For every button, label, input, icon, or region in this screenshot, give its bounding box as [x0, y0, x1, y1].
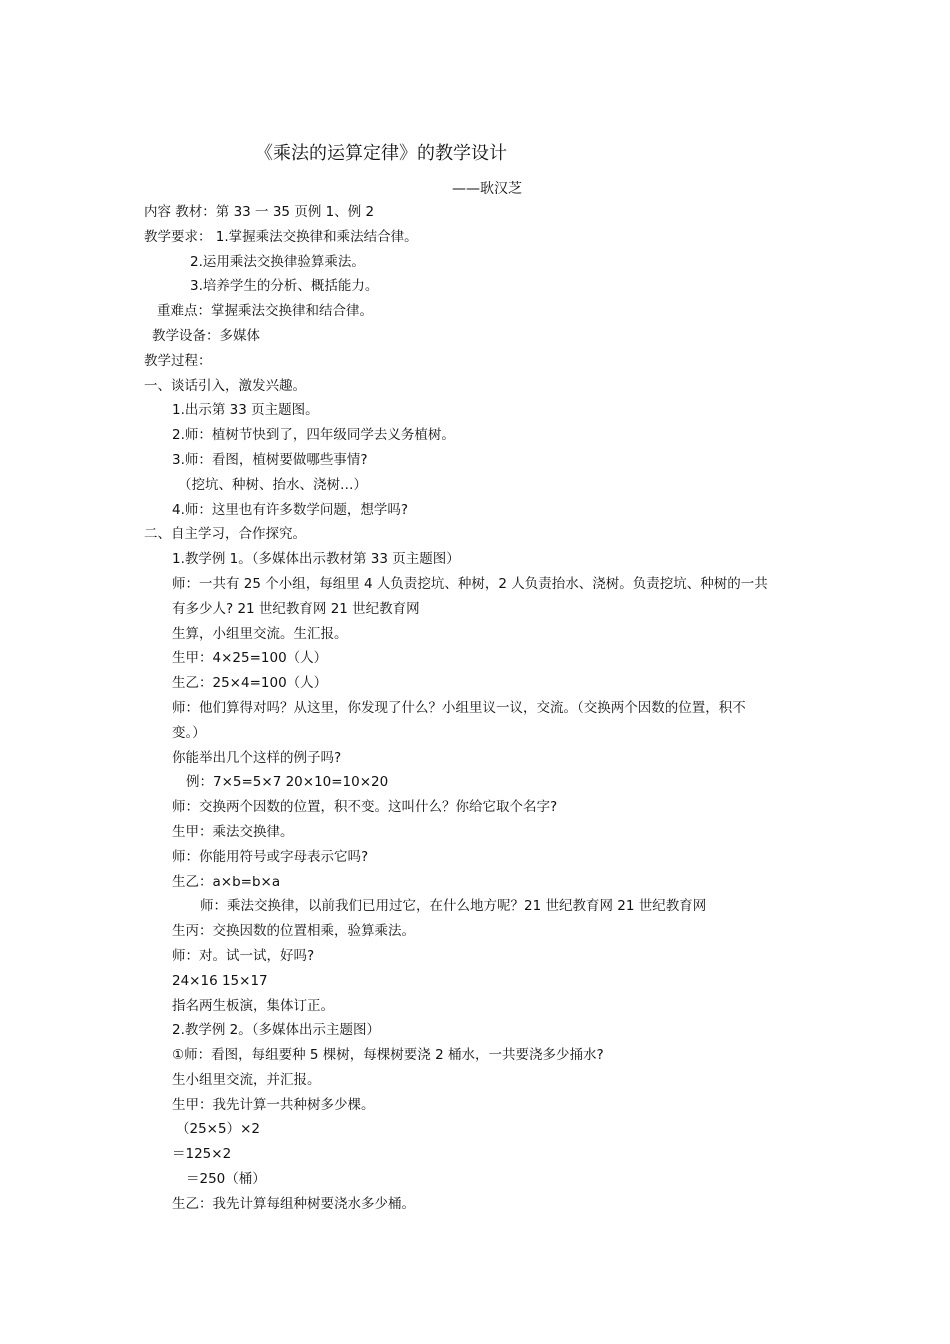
- text-line: 重难点：掌握乘法交换律和结合律。: [157, 303, 373, 320]
- text-line: 师：交换两个因数的位置，积不变。这叫什么？你给它取个名字?: [172, 799, 558, 816]
- text-line: 二、自主学习，合作探究。: [144, 526, 306, 543]
- text-line: （挖坑、种树、抬水、浇树…）: [178, 476, 367, 493]
- text-line: 1.教学例 1。（多媒体出示教材第 33 页主题图）: [172, 551, 460, 568]
- text-line: 内容 教材：第 33 一 35 页例 1、例 2: [144, 204, 375, 220]
- text-line: ＝125×2: [172, 1146, 232, 1163]
- text-line: 教学过程：: [144, 352, 212, 369]
- text-line: 生乙：25×4=100（人）: [172, 675, 328, 692]
- text-line: 生甲：乘法交换律。: [172, 823, 294, 840]
- document-author: ——耿汉芝: [452, 181, 522, 197]
- text-line: 2.教学例 2。（多媒体出示主题图）: [172, 1022, 381, 1039]
- text-line: 生乙：我先计算每组种树要浇水多少桶。: [172, 1195, 415, 1212]
- text-line: 一、谈话引入，激发兴趣。: [144, 377, 306, 394]
- text-line: 生算，小组里交流。生汇报。: [172, 625, 348, 642]
- text-line: 24×16 15×17: [172, 972, 268, 989]
- text-line: 师：对。试一试，好吗?: [172, 947, 315, 964]
- text-line: 变。）: [172, 724, 206, 741]
- text-line: 4.师：这里也有许多数学问题，想学吗?: [172, 501, 409, 518]
- text-line: 师：他们算得对吗？从这里，你发现了什么？小组里议一议，交流。（交换两个因数的位置，积不: [172, 699, 746, 716]
- document-title: 《乘法的运算定律》的教学设计: [255, 143, 507, 164]
- text-line: 例：7×5=5×7 20×10=10×20: [186, 774, 389, 791]
- text-line: 教学设备：多媒体: [152, 327, 260, 344]
- text-line: 师：一共有 25 个小组，每组里 4 人负责挖坑、种树，2 人负责抬水、浇树。负责挖坑、种树的一共: [172, 575, 768, 592]
- text-line: 指名两生板演，集体订正。: [172, 997, 334, 1014]
- text-line: 师：乘法交换律，以前我们已用过它，在什么地方呢？21 世纪教育网 21 世纪教育网: [200, 898, 707, 915]
- text-line: 1.出示第 33 页主题图。: [172, 402, 319, 419]
- text-line: 生乙：a×b=b×a: [172, 873, 281, 890]
- text-line: ①师：看图，每组要种 5 棵树，每棵树要浇 2 桶水，一共要浇多少捅水?: [172, 1047, 604, 1064]
- text-line: 生甲：4×25=100（人）: [172, 650, 328, 667]
- text-line: 3.师：看图，植树要做哪些事情?: [172, 451, 368, 468]
- text-line: ＝250（桶）: [186, 1171, 266, 1188]
- text-line: 生甲：我先计算一共种树多少棵。: [172, 1096, 375, 1113]
- text-line: 2.师：植树节快到了，四年级同学去义务植树。: [172, 427, 455, 444]
- text-line: 3.培养学生的分析、概括能力。: [190, 278, 379, 295]
- text-line: 生丙：交换因数的位置相乘，验算乘法。: [172, 923, 415, 940]
- text-line: 生小组里交流，并汇报。: [172, 1071, 321, 1088]
- text-line: 教学要求： 1.掌握乘法交换律和乘法结合律。: [144, 228, 418, 245]
- text-line: 你能举出几个这样的例子吗?: [172, 749, 342, 766]
- text-line: 师：你能用符号或字母表示它吗?: [172, 848, 369, 865]
- text-line: （25×5）×2: [176, 1121, 260, 1138]
- text-line: 2.运用乘法交换律验算乘法。: [190, 253, 365, 270]
- text-line: 有多少人? 21 世纪教育网 21 世纪教育网: [172, 600, 420, 617]
- document-body: [0, 200, 950, 1217]
